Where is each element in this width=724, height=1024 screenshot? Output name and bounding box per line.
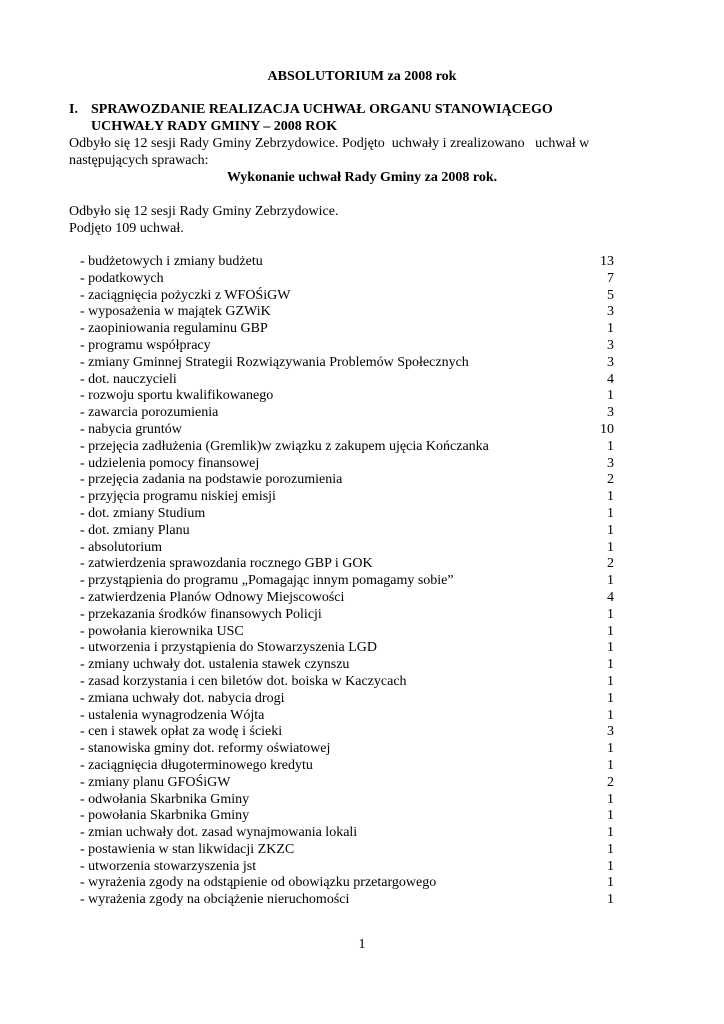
list-item-count: 3 [607, 337, 614, 353]
list-item [80, 607, 614, 624]
list-item-label: - udzielenia pomocy finansowej [80, 455, 260, 471]
list-item-count: 1 [607, 606, 614, 622]
resolution-list [80, 254, 614, 909]
list-item [80, 523, 614, 540]
list-item-count: 1 [607, 573, 614, 589]
list-item-label: - wyrażenia zgody na obciążenie nieruchomości [80, 892, 350, 908]
list-item-label: - zmiana uchwały dot. nabycia drogi [80, 690, 285, 706]
list-item [80, 758, 614, 775]
list-item-label: - zmian uchwały dot. zasad wynajmowania lokali [80, 825, 358, 841]
list-item-count: 1 [607, 841, 614, 857]
list-item-label: - zaciągnięcia pożyczki z WFOŚiGW [80, 287, 291, 303]
list-item-count: 1 [607, 539, 614, 555]
list-item [80, 825, 614, 842]
list-item-count: 1 [607, 858, 614, 874]
list-item-count: 7 [607, 270, 614, 286]
list-item-count: 1 [607, 640, 614, 656]
list-item-label: - powołania Skarbnika Gminy [80, 808, 250, 824]
list-item-count: 13 [600, 254, 614, 269]
list-item [80, 875, 614, 892]
list-item [80, 640, 614, 657]
list-item-count: 1 [607, 690, 614, 706]
list-item-label: - wyrażenia zgody na odstąpienie od obowiązku przetargowego [80, 875, 437, 891]
list-item [80, 892, 614, 909]
list-item-label: - absolutorium [80, 539, 163, 555]
list-item-label: - zasad korzystania i cen biletów dot. boiska w Kaczycach [80, 673, 407, 689]
list-item-label: - zatwierdzenia sprawozdania rocznego GBP i GOK [80, 556, 373, 572]
list-item-count: 1 [607, 489, 614, 505]
section-subtitle: Wykonanie uchwał Rady Gminy za 2008 rok. [226, 170, 498, 185]
list-item [80, 624, 614, 641]
list-item-count: 1 [607, 505, 614, 521]
list-item-count: 2 [607, 774, 614, 790]
summary-sessions: Odbyło się 12 sesji Rady Gminy Zebrzydowice. [69, 204, 339, 219]
list-item-label: - zmiany Gminnej Strategii Rozwiązywania Problemów Społecznych [80, 354, 469, 370]
list-item-label: - dot. zmiany Studium [80, 505, 206, 521]
list-item [80, 388, 614, 405]
list-item-label: - przekazania środków finansowych Policji [80, 606, 322, 622]
list-item-label: - przejęcia zadania na podstawie porozumienia [80, 472, 343, 488]
list-item [80, 271, 614, 288]
list-item-count: 1 [607, 438, 614, 454]
list-item-label: - rozwoju sportu kwalifikowanego [80, 388, 274, 404]
list-item-count: 1 [607, 825, 614, 841]
list-item-count: 10 [600, 421, 614, 437]
list-item [80, 556, 614, 573]
list-item [80, 405, 614, 422]
list-item-label: - zatwierdzenia Planów Odnowy Miejscowości [80, 589, 345, 605]
list-item-count: 1 [607, 808, 614, 824]
section-number: I. [69, 102, 78, 117]
list-item [80, 472, 614, 489]
list-item [80, 254, 614, 271]
list-item-label: - ustalenia wynagrodzenia Wójta [80, 707, 265, 723]
list-item-count: 3 [607, 455, 614, 471]
list-item [80, 859, 614, 876]
list-item-label: - zaciągnięcia długoterminowego kredytu [80, 757, 313, 773]
list-item-count: 3 [607, 354, 614, 370]
list-item-count: 1 [607, 388, 614, 404]
list-item [80, 355, 614, 372]
list-item-label: - postawienia w stan likwidacji ZKZC [80, 841, 295, 857]
list-item [80, 657, 614, 674]
list-item-label: - zmiany uchwały dot. ustalenia stawek czynszu [80, 657, 350, 673]
list-item-label: - cen i stawek opłat za wodę i ścieki [80, 724, 283, 740]
list-item-count: 2 [607, 472, 614, 488]
list-item [80, 792, 614, 809]
list-item [80, 674, 614, 691]
list-item-count: 5 [607, 287, 614, 303]
summary-paragraph [69, 204, 614, 238]
list-item-label: - stanowiska gminy dot. reformy oświatowej [80, 741, 331, 757]
list-item [80, 288, 614, 305]
list-item-label: - dot. nauczycieli [80, 371, 177, 387]
list-item [80, 724, 614, 741]
list-item-count: 1 [607, 741, 614, 757]
list-item-count: 1 [607, 892, 614, 908]
list-item-count: 2 [607, 556, 614, 572]
intro-line-2: następujących sprawach: [69, 152, 209, 168]
list-item [80, 372, 614, 389]
list-item-label: - nabycia gruntów [80, 421, 182, 437]
list-item [80, 489, 614, 506]
list-item [80, 573, 614, 590]
list-item-count: 1 [607, 623, 614, 639]
list-item [80, 691, 614, 708]
list-item-count: 4 [607, 589, 614, 605]
list-item [80, 842, 614, 859]
list-item [80, 506, 614, 523]
list-item-count: 1 [607, 522, 614, 538]
list-item-label: - przejęcia zadłużenia (Gremlik)w związku z zakupem ujęcia Kończanka [80, 438, 489, 454]
intro-line-1: Odbyło się 12 sesji Rady Gminy Zebrzydowice. Podjęto uchwały i zrealizowano uchwał w [69, 136, 590, 151]
document-title: ABSOLUTORIUM za 2008 rok [267, 69, 457, 84]
list-item-count: 4 [607, 371, 614, 387]
section-heading-line-1: SPRAWOZDANIE REALIZACJA UCHWAŁ ORGANU STANOWIĄCEGO [91, 102, 553, 117]
list-item-label: - programu współpracy [80, 337, 211, 353]
list-item-label: - wyposażenia w majątek GZWiK [80, 304, 271, 320]
list-item-label: - zawarcia porozumienia [80, 405, 219, 421]
list-item-count: 1 [607, 707, 614, 723]
list-item-label: - budżetowych i zmiany budżetu [80, 254, 263, 269]
list-item-label: - odwołania Skarbnika Gminy [80, 791, 250, 807]
list-item-count: 3 [607, 724, 614, 740]
section-heading-line-2: UCHWAŁY RADY GMINY – 2008 ROK [91, 118, 338, 134]
list-item [80, 590, 614, 607]
list-item [80, 775, 614, 792]
list-item-label: - powołania kierownika USC [80, 623, 244, 639]
list-item-label: - dot. zmiany Planu [80, 522, 190, 538]
list-item [80, 422, 614, 439]
list-item-label: - przystąpienia do programu „Pomagając innym pomagamy sobie” [80, 573, 454, 589]
list-item-label: - utworzenia i przystąpienia do Stowarzyszenia LGD [80, 640, 378, 656]
list-item-label: - zaopiniowania regulaminu GBP [80, 321, 268, 337]
list-item [80, 304, 614, 321]
list-item [80, 456, 614, 473]
list-item-count: 3 [607, 304, 614, 320]
list-item-label: - podatkowych [80, 270, 164, 286]
page-number: 1 [358, 937, 366, 952]
list-item-label: - utworzenia stowarzyszenia jst [80, 858, 257, 874]
list-item [80, 708, 614, 725]
list-item [80, 321, 614, 338]
list-item-count: 1 [607, 791, 614, 807]
list-item-count: 1 [607, 673, 614, 689]
list-item-count: 3 [607, 405, 614, 421]
list-item [80, 540, 614, 557]
list-item [80, 338, 614, 355]
list-item-count: 1 [607, 875, 614, 891]
list-item [80, 741, 614, 758]
list-item [80, 439, 614, 456]
list-item [80, 808, 614, 825]
list-item-count: 1 [607, 321, 614, 337]
summary-resolutions: Podjęto 109 uchwał. [69, 220, 184, 236]
list-item-count: 1 [607, 757, 614, 773]
section-heading [69, 102, 629, 136]
list-item-label: - przyjęcia programu niskiej emisji [80, 489, 276, 505]
list-item-label: - zmiany planu GFOŚiGW [80, 774, 231, 790]
list-item-count: 1 [607, 657, 614, 673]
intro-paragraph [69, 136, 614, 170]
